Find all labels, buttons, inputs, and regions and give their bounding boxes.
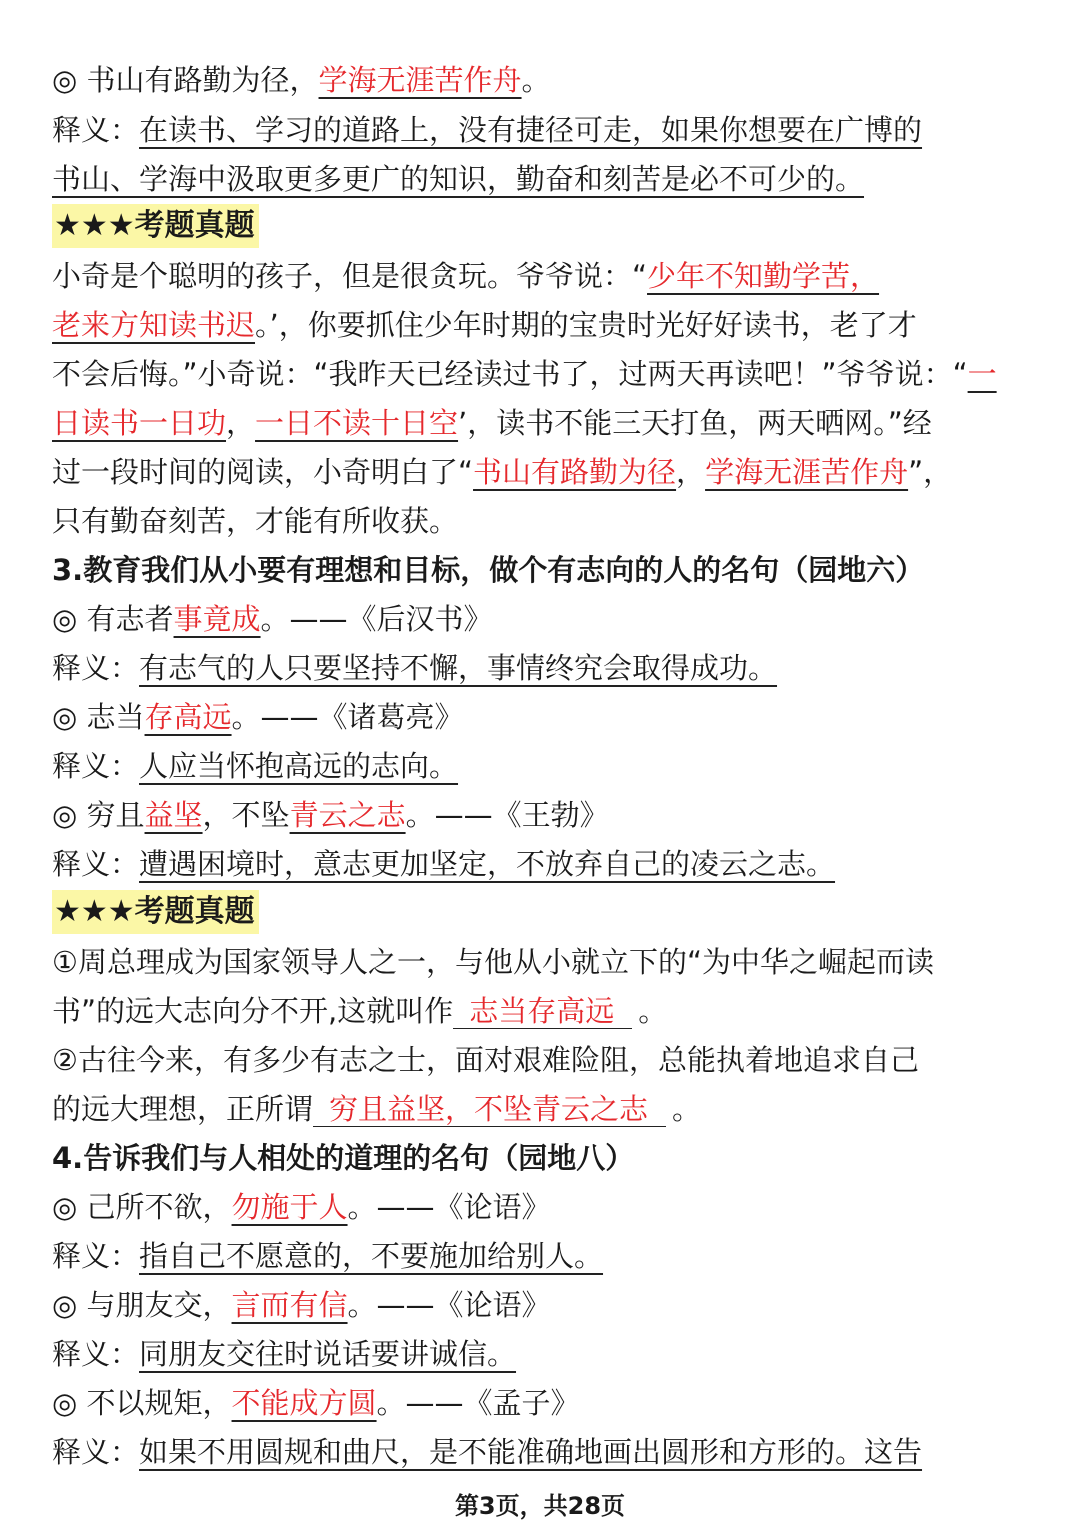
explanation-text: 书山、学海中汲取更多更广的知识，勤奋和刻苦是必不可少的。 bbox=[52, 162, 865, 196]
explanation-text: 有志气的人只要坚持不懈，事情终究会取得成功。 bbox=[139, 651, 778, 685]
quote-text: ，不坠 bbox=[202, 798, 290, 832]
quote-text: 。 bbox=[521, 63, 551, 97]
quote-text: ◎ 与朋友交， bbox=[52, 1288, 232, 1322]
paragraph-text: ”， bbox=[908, 455, 953, 489]
explanation-line bbox=[52, 746, 458, 786]
explanation-line bbox=[52, 110, 922, 150]
explanation-label: 释义： bbox=[52, 1337, 140, 1371]
paragraph-text: 只有勤奋刻苦，才能有所收获。 bbox=[52, 504, 459, 538]
paragraph-text: ， bbox=[226, 406, 256, 440]
explanation-label: 释义： bbox=[52, 651, 140, 685]
explanation-text: 人应当怀抱高远的志向。 bbox=[139, 749, 459, 783]
fill-in-answer: 穷且益坚，不坠青云之志 bbox=[313, 1092, 666, 1127]
quote-text: ◎ 不以规矩， bbox=[52, 1386, 232, 1420]
quote-source: 。——《论语》 bbox=[347, 1288, 551, 1322]
quote-text: ◎ 穷且 bbox=[52, 798, 145, 832]
exam-paragraph-line bbox=[52, 501, 458, 541]
quote-text: ◎ 有志者 bbox=[52, 602, 174, 636]
paragraph-text: ’，读书不能三天打鱼，两天晒网。”经 bbox=[458, 406, 932, 440]
quote-answer: 存高远 bbox=[144, 700, 232, 734]
quote-line bbox=[52, 60, 551, 100]
paragraph-text: 过一段时间的阅读，小奇明白了“ bbox=[52, 455, 474, 489]
answer-text: 老来方知读书迟 bbox=[52, 308, 256, 342]
quote-source: 。——《王勃》 bbox=[405, 798, 609, 832]
question-text: 书”的远大志向分不开,这就叫作 bbox=[52, 994, 454, 1028]
quote-line bbox=[52, 599, 493, 639]
exam-question-line bbox=[52, 991, 667, 1031]
quote-answer: 益坚 bbox=[144, 798, 203, 832]
quote-answer: 学海无涯苦作舟 bbox=[318, 63, 522, 97]
quote-answer: 不能成方圆 bbox=[231, 1386, 377, 1420]
answer-text: 一日不读十日空 bbox=[255, 406, 459, 440]
quote-text: ◎ 己所不欲， bbox=[52, 1190, 232, 1224]
exam-section-heading: ★★★考题真题 bbox=[52, 890, 259, 934]
explanation-text: 在读书、学习的道路上，没有捷径可走，如果你想要在广博的 bbox=[139, 113, 923, 147]
exam-paragraph-line bbox=[52, 256, 879, 296]
exam-question-line bbox=[52, 1040, 919, 1080]
exam-paragraph-line bbox=[52, 452, 952, 492]
explanation-line bbox=[52, 844, 835, 884]
question-text: 的远大理想，正所谓 bbox=[52, 1092, 314, 1126]
exam-question-line bbox=[52, 942, 934, 982]
exam-section-heading: ★★★考题真题 bbox=[52, 204, 259, 248]
paragraph-text: ， bbox=[676, 455, 706, 489]
quote-text: ◎ 书山有路勤为径， bbox=[52, 63, 319, 97]
exam-paragraph-line bbox=[52, 403, 932, 443]
quote-line bbox=[52, 697, 464, 737]
question-text: ②古往今来，有多少有志之士，面对艰难险阻，总能执着地追求自己 bbox=[52, 1043, 919, 1077]
paragraph-text: 小奇是个聪明的孩子，但是很贪玩。爷爷说：“ bbox=[52, 259, 648, 293]
quote-answer: 勿施于人 bbox=[231, 1190, 348, 1224]
quote-answer: 青云之志 bbox=[289, 798, 406, 832]
explanation-label: 释义： bbox=[52, 113, 140, 147]
explanation-text: 遭遇困境时，意志更加坚定，不放弃自己的凌云之志。 bbox=[139, 847, 836, 881]
explanation-label: 释义： bbox=[52, 1239, 140, 1273]
quote-text: ◎ 志当 bbox=[52, 700, 145, 734]
quote-source: 。——《孟子》 bbox=[376, 1386, 580, 1420]
question-text: 。 bbox=[672, 1092, 702, 1126]
quote-source: 。——《论语》 bbox=[347, 1190, 551, 1224]
section-heading-4: 4.告诉我们与人相处的道理的名句（园地八） bbox=[52, 1141, 635, 1175]
explanation-line bbox=[52, 159, 864, 199]
explanation-line bbox=[52, 648, 777, 688]
explanation-label: 释义： bbox=[52, 1435, 140, 1469]
quote-line bbox=[52, 1285, 551, 1325]
explanation-label: 释义： bbox=[52, 847, 140, 881]
exam-paragraph-line bbox=[52, 354, 997, 394]
explanation-text: 同朋友交往时说话要讲诚信。 bbox=[139, 1337, 517, 1371]
question-text: 。 bbox=[638, 994, 668, 1028]
fill-in-answer: 志当存高远 bbox=[453, 994, 632, 1029]
answer-text: 日读书一日功 bbox=[52, 406, 227, 440]
exam-question-line bbox=[52, 1089, 701, 1129]
explanation-text: 指自己不愿意的，不要施加给别人。 bbox=[139, 1239, 604, 1273]
explanation-line bbox=[52, 1236, 603, 1276]
quote-answer: 言而有信 bbox=[231, 1288, 348, 1322]
answer-text: 一 bbox=[967, 357, 997, 391]
quote-line bbox=[52, 1383, 580, 1423]
answer-text: 少年不知勤学苦， bbox=[647, 259, 880, 293]
exam-paragraph-line bbox=[52, 305, 917, 345]
question-text: ①周总理成为国家领导人之一，与他从小就立下的“为中华之崛起而读 bbox=[52, 945, 935, 979]
explanation-line bbox=[52, 1334, 516, 1374]
quote-line bbox=[52, 1187, 551, 1227]
quote-line bbox=[52, 795, 609, 835]
quote-answer: 事竟成 bbox=[173, 602, 261, 636]
answer-text: 书山有路勤为径 bbox=[473, 455, 677, 489]
explanation-label: 释义： bbox=[52, 749, 140, 783]
quote-source: 。——《诸葛亮》 bbox=[231, 700, 464, 734]
quote-source: 。——《后汉书》 bbox=[260, 602, 493, 636]
answer-text: 学海无涯苦作舟 bbox=[705, 455, 909, 489]
explanation-text: 如果不用圆规和曲尺，是不能准确地画出圆形和方形的。这告 bbox=[139, 1435, 923, 1469]
paragraph-text: 不会后悔。”小奇说：“我昨天已经读过书了，过两天再读吧！”爷爷说：“ bbox=[52, 357, 968, 391]
paragraph-text: 。’，你要抓住少年时期的宝贵时光好好读书，老了才 bbox=[255, 308, 917, 342]
explanation-line bbox=[52, 1432, 922, 1472]
page-number: 第3页，共28页 bbox=[454, 1492, 626, 1520]
section-heading-3: 3.教育我们从小要有理想和目标，做个有志向的人的名句（园地六） bbox=[52, 553, 925, 587]
